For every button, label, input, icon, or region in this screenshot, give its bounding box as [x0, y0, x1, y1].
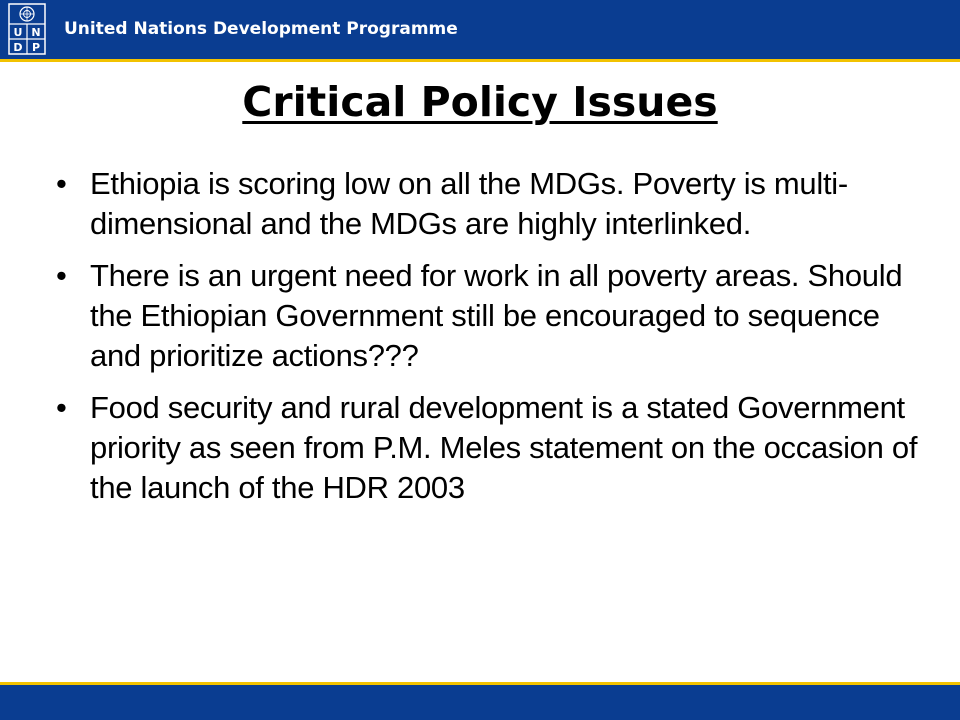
- logo-letter-u: U: [13, 26, 23, 39]
- bullet-item: • Food security and rural development is a stated Government priority as seen from P.M. Meles statement on the occasion of the launch of the HDR 2003: [56, 388, 936, 508]
- logo-letter-n: N: [31, 26, 41, 39]
- logo-letter-p: P: [31, 41, 41, 54]
- footer-bar: [0, 682, 960, 720]
- bullet-item: • Ethiopia is scoring low on all the MDGs. Poverty is multi-dimensional and the MDGs are highly interlinked.: [56, 164, 936, 244]
- logo-letter-d: D: [13, 41, 23, 54]
- undp-logo-icon: [8, 3, 46, 55]
- header-bar: [0, 0, 960, 62]
- bullet-item: • There is an urgent need for work in all poverty areas. Should the Ethiopian Government still be encouraged to sequence and prioritize actions???: [56, 256, 936, 376]
- slide-title: Critical Policy Issues: [242, 78, 718, 126]
- bullet-list: [56, 164, 936, 520]
- org-name: United Nations Development Programme: [64, 19, 458, 39]
